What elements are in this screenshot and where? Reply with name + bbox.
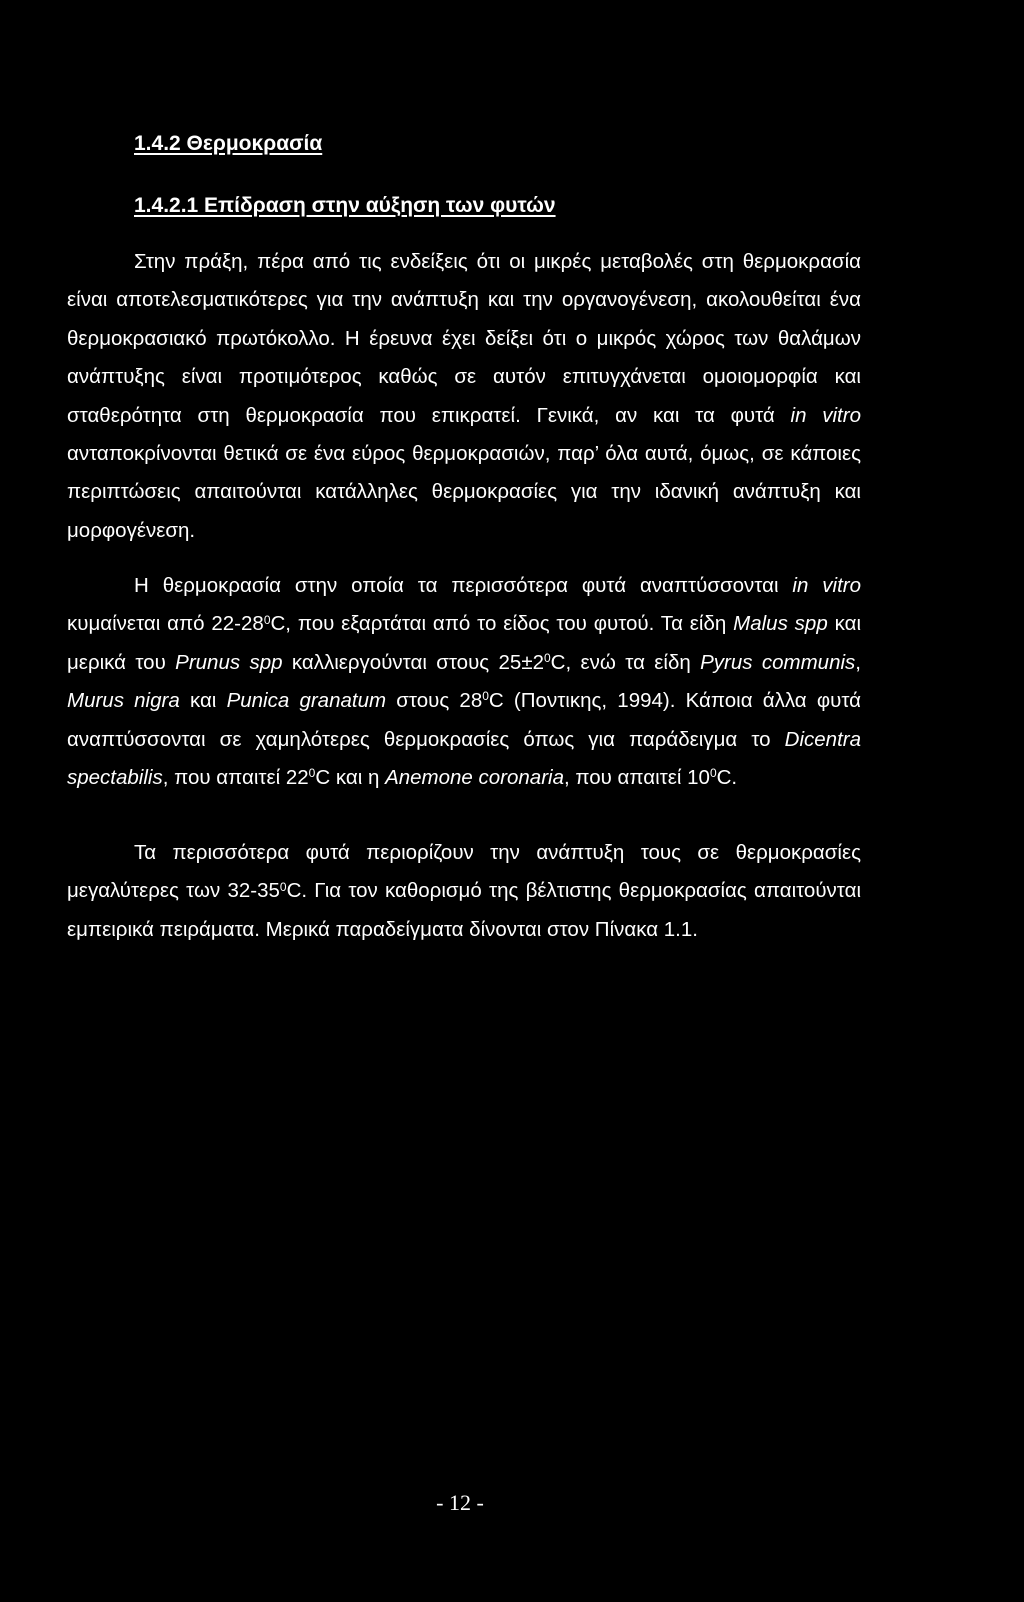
paragraph-3 bbox=[67, 834, 861, 949]
degree-superscript: 0 bbox=[263, 612, 271, 627]
species-name: Pyrus communis bbox=[700, 650, 856, 674]
paragraph-2-text: C. bbox=[716, 766, 738, 790]
paragraph-1-text: Στην πράξη, πέρα από τις ενδείξεις ότι οι μικρές μεταβολές στη θερμοκρασία είναι αποτελεσματικότερες για την ανάπτυξη και την οργανογένεση, ακολουθείται ένα θερμοκρασιακό πρωτόκολλο. Η έρευνα έχει δείξει ότι ο μικρός χώρος των θαλάμων ανάπτυξης είναι προτιμότερος καθώς σε αυτόν επιτυγχάνεται ομοιομορφία και σταθερότητα στη θερμοκρασία που επικρατεί. Γενικά, αν και τα φυτά bbox=[67, 250, 861, 427]
paragraph-2-text: , bbox=[855, 650, 861, 674]
section-heading: 1.4.2 Θερμοκρασία bbox=[134, 132, 323, 155]
subsection-heading: 1.4.2.1 Επίδραση στην αύξηση των φυτών bbox=[134, 194, 556, 217]
in-vitro-term: in vitro bbox=[792, 574, 861, 597]
paragraph-2-text: C, που εξαρτάται από το είδος του φυτού. Τα είδη bbox=[270, 612, 734, 636]
degree-superscript: 0 bbox=[482, 689, 489, 704]
paragraph-2-text: καλλιεργούνται στους 25±2 bbox=[282, 650, 544, 674]
degree-superscript: 0 bbox=[709, 766, 717, 781]
page-number: - 12 - bbox=[436, 1490, 484, 1515]
paragraph-1 bbox=[67, 243, 861, 550]
paragraph-2-text: και μερικά του bbox=[67, 612, 861, 674]
degree-superscript: 0 bbox=[279, 879, 287, 894]
species-name: Murus nigra bbox=[67, 689, 180, 713]
species-name: Prunus spp bbox=[175, 650, 283, 674]
species-name: Anemone coronaria bbox=[385, 766, 564, 790]
in-vitro-term: in vitro bbox=[790, 403, 861, 427]
paragraph-2-text: , που απαιτεί 22 bbox=[162, 766, 309, 790]
species-name: Punica granatum bbox=[226, 689, 387, 713]
degree-superscript: 0 bbox=[543, 650, 551, 665]
paragraph-2-text: C, ενώ τα είδη bbox=[550, 650, 701, 674]
degree-superscript: 0 bbox=[308, 766, 316, 781]
paragraph-2-text: στους 28 bbox=[386, 689, 483, 713]
paragraph-2 bbox=[67, 567, 861, 797]
species-name: Malus spp bbox=[733, 612, 828, 636]
paragraph-2-text: , που απαιτεί 10 bbox=[563, 766, 710, 790]
paragraph-3-text: C. Για τον καθορισμό της βέλτιστης θερμοκρασίας απαιτούνται εμπειρικά πειράματα. Μερικά παραδείγματα δίνονται στον Πίνακα 1.1. bbox=[67, 879, 862, 941]
paragraph-1-text: ανταποκρίνονται θετικά σε ένα εύρος θερμοκρασιών, παρ’ όλα αυτά, όμως, σε κάποιες περιπτώσεις απαιτούνται κατάλληλες θερμοκρασίες για την ιδανική ανάπτυξη και μορφογένεση. bbox=[67, 442, 861, 542]
paragraph-3-text: Τα περισσότερα φυτά περιορίζουν την ανάπτυξη τους σε θερμοκρασίες μεγαλύτερες των 32-35 bbox=[67, 841, 861, 903]
species-name: Dicentra spectabilis bbox=[67, 727, 861, 790]
paragraph-2-text: C και η bbox=[315, 766, 386, 790]
paragraph-2-text: και bbox=[179, 689, 227, 713]
paragraph-2-text: Η θερμοκρασία στην οποία τα περισσότερα φυτά αναπτύσσονται bbox=[134, 574, 793, 597]
paragraph-2-text: C (Ποντικης, 1994). Κάποια άλλα φυτά αναπτύσσονται σε χαμηλότερες θερμοκρασίες όπως για παράδειγμα το bbox=[67, 689, 862, 751]
paragraph-2-text: κυμαίνεται από 22-28 bbox=[67, 612, 264, 636]
